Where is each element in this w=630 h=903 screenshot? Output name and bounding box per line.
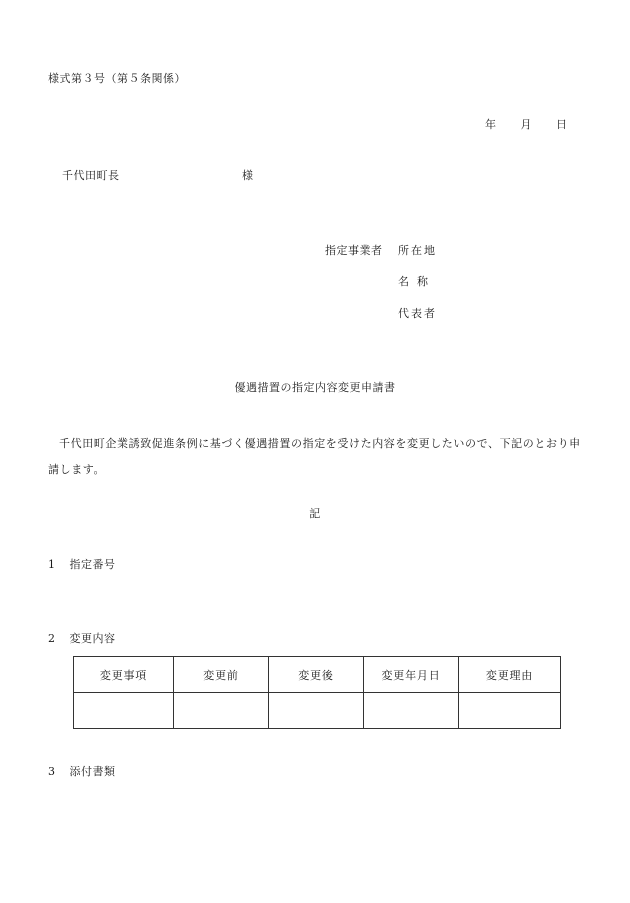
column-header-change-item: 変更事項 [74,657,174,693]
table-cell[interactable] [364,693,459,729]
table-cell[interactable] [459,693,561,729]
document-title: 優遇措置の指定内容変更申請書 [234,381,396,394]
table-row [74,693,561,729]
section-change-details [48,630,116,646]
applicant-representative-label: 代表者 [398,307,437,320]
section-number: 1 [48,558,56,571]
applicant-address-label: 所在地 [398,244,437,257]
date-month-label: 月 [520,118,532,131]
section-designation-number [48,556,116,572]
date-year-label: 年 [485,118,497,131]
change-details-table [73,656,561,729]
column-header-after: 変更後 [269,657,364,693]
section-label: 添付書類 [69,765,116,778]
table-header-row [74,657,561,693]
form-number: 様式第３号（第５条関係） [48,72,186,85]
date-line [485,116,568,132]
column-header-reason: 変更理由 [459,657,561,693]
addressee-honorific: 様 [242,169,254,182]
table-cell[interactable] [269,693,364,729]
body-paragraph: 千代田町企業誘致促進条例に基づく優遇措置の指定を受けた内容を変更したいので、下記のとおり申請します。 [48,437,581,476]
addressee-name: 千代田町長 [62,169,120,182]
table-cell[interactable] [174,693,269,729]
section-label: 指定番号 [69,558,116,571]
date-day-label: 日 [556,118,568,131]
section-number: 2 [48,632,56,645]
column-header-change-date: 変更年月日 [364,657,459,693]
section-label: 変更内容 [69,632,116,645]
column-header-before: 変更前 [174,657,269,693]
ki-heading: 記 [309,507,321,520]
section-attachments [48,763,116,779]
applicant-name-label: 名称 [398,275,436,288]
table-cell[interactable] [74,693,174,729]
section-number: 3 [48,765,56,778]
applicant-role: 指定事業者 [325,244,383,257]
